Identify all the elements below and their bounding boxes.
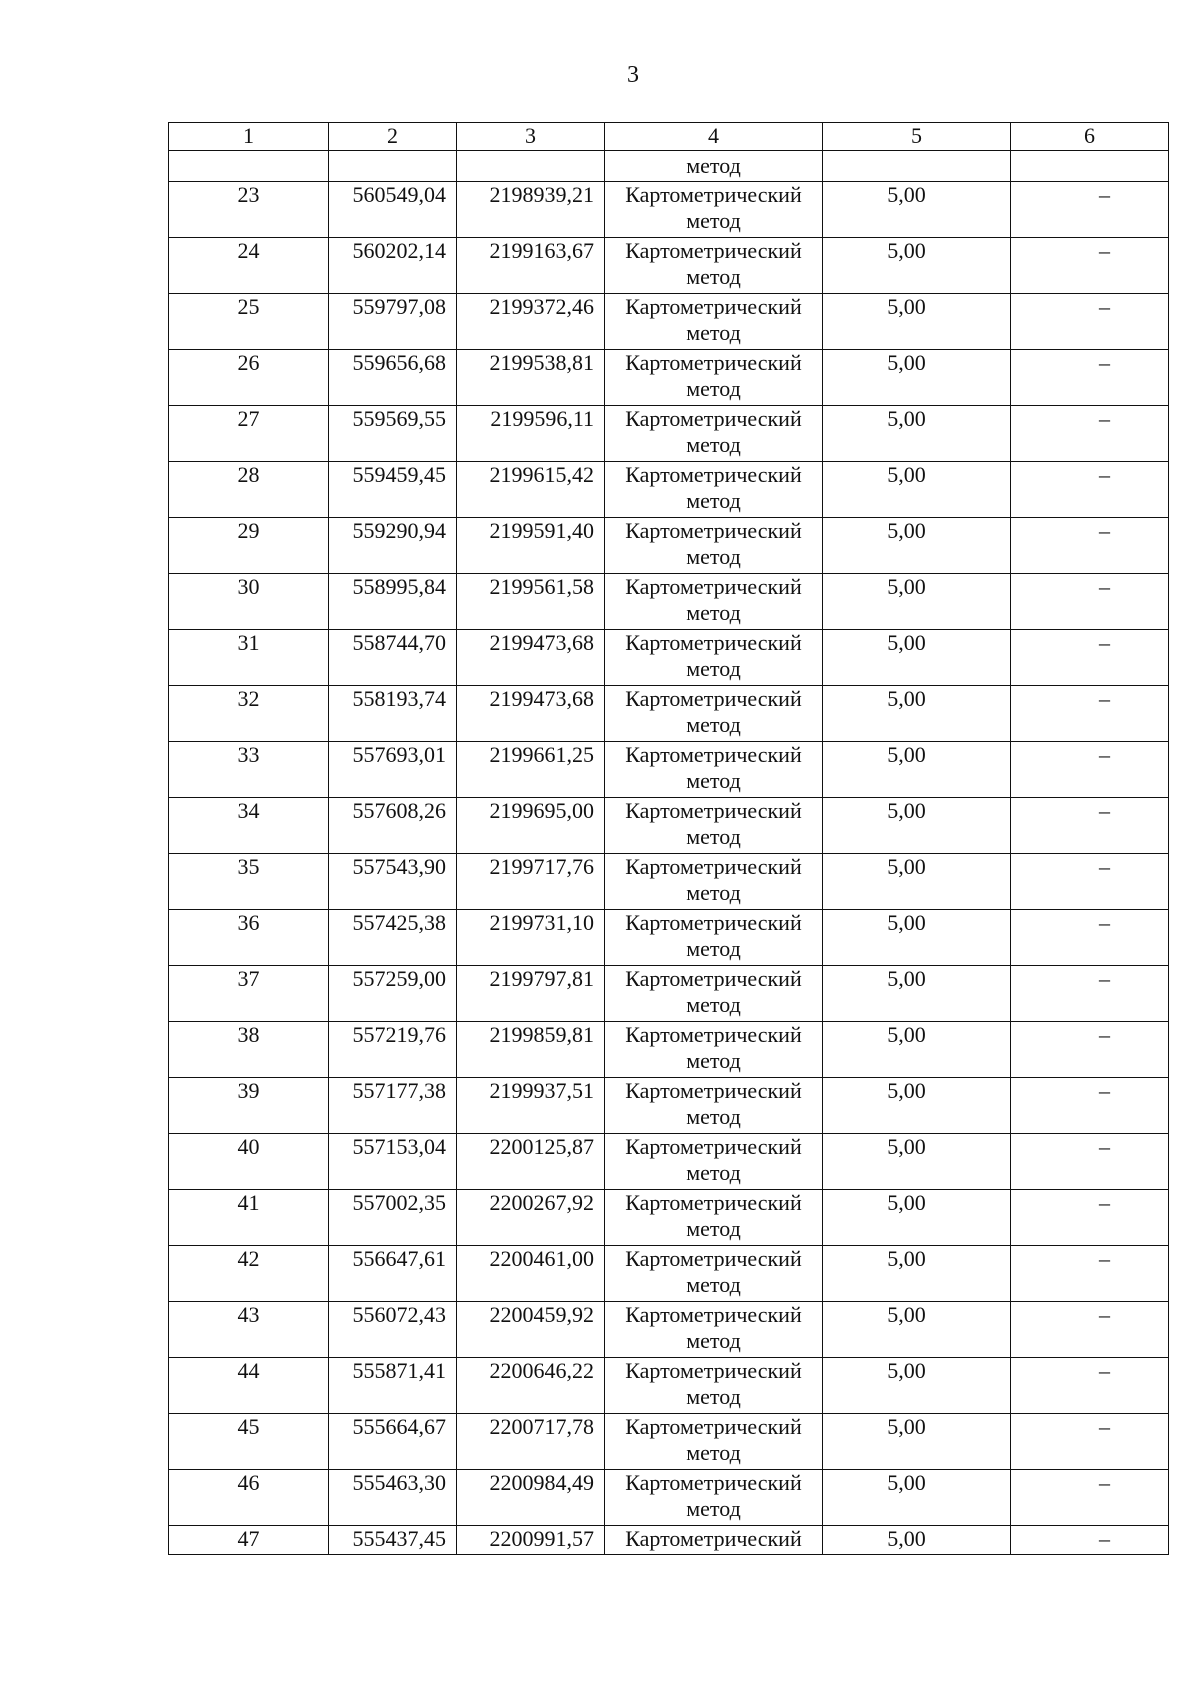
- x-coordinate: 557693,01: [329, 742, 457, 798]
- note-value: –: [1011, 1358, 1169, 1414]
- method-cell: [605, 1246, 823, 1302]
- point-number: 34: [169, 798, 329, 854]
- x-coordinate: 558744,70: [329, 630, 457, 686]
- method-line-2: метод: [686, 1216, 741, 1241]
- method-line-2: метод: [686, 768, 741, 793]
- method-line-1: Картометрический: [625, 1302, 802, 1327]
- method-line-2: метод: [686, 432, 741, 457]
- method-line-1: Картометрический: [625, 630, 802, 655]
- y-coordinate: 2199695,00: [457, 798, 605, 854]
- accuracy-value: 5,00: [823, 1414, 1011, 1470]
- x-coordinate: 555871,41: [329, 1358, 457, 1414]
- method-line-2: метод: [686, 1440, 741, 1465]
- table-row: [169, 1246, 1169, 1302]
- y-coordinate: 2200991,57: [457, 1526, 605, 1555]
- method-line-1: Картометрический: [625, 1190, 802, 1215]
- accuracy-value: 5,00: [823, 406, 1011, 462]
- table-row: [169, 294, 1169, 350]
- y-coordinate: 2200459,92: [457, 1302, 605, 1358]
- method-cell: [605, 1302, 823, 1358]
- method-line-1: Картометрический: [625, 798, 802, 823]
- y-coordinate: 2199596,11: [457, 406, 605, 462]
- x-coordinate: 555664,67: [329, 1414, 457, 1470]
- accuracy-value: 5,00: [823, 462, 1011, 518]
- table-row: [169, 182, 1169, 238]
- method-line-2: метод: [686, 936, 741, 961]
- y-coordinate: 2198939,21: [457, 182, 605, 238]
- accuracy-value: 5,00: [823, 630, 1011, 686]
- note-value: –: [1011, 854, 1169, 910]
- method-line-2: метод: [686, 544, 741, 569]
- note-value: –: [1011, 294, 1169, 350]
- point-number: 41: [169, 1190, 329, 1246]
- point-number: 32: [169, 686, 329, 742]
- y-coordinate: 2199615,42: [457, 462, 605, 518]
- table-row: [169, 238, 1169, 294]
- method-cell: [605, 910, 823, 966]
- method-line-1: Картометрический: [625, 1414, 802, 1439]
- y-coordinate: 2199473,68: [457, 686, 605, 742]
- empty-cell: [457, 151, 605, 182]
- x-coordinate: 558995,84: [329, 574, 457, 630]
- x-coordinate: 556072,43: [329, 1302, 457, 1358]
- x-coordinate: 560202,14: [329, 238, 457, 294]
- page-number: 3: [627, 62, 639, 88]
- method-line-1: Картометрический: [625, 294, 802, 319]
- y-coordinate: 2200267,92: [457, 1190, 605, 1246]
- method-line-2: метод: [686, 1384, 741, 1409]
- accuracy-value: 5,00: [823, 1470, 1011, 1526]
- accuracy-value: 5,00: [823, 1526, 1011, 1555]
- x-coordinate: 559459,45: [329, 462, 457, 518]
- y-coordinate: 2199591,40: [457, 518, 605, 574]
- method-line-1: Картометрический: [625, 518, 802, 543]
- point-number: 43: [169, 1302, 329, 1358]
- note-value: –: [1011, 238, 1169, 294]
- method-cell: [605, 966, 823, 1022]
- note-value: –: [1011, 518, 1169, 574]
- table-row: [169, 1190, 1169, 1246]
- note-value: –: [1011, 1022, 1169, 1078]
- table-row: [169, 518, 1169, 574]
- y-coordinate: 2199163,67: [457, 238, 605, 294]
- note-value: –: [1011, 798, 1169, 854]
- method-cell: [605, 462, 823, 518]
- note-value: –: [1011, 686, 1169, 742]
- note-value: –: [1011, 966, 1169, 1022]
- method-cell: [605, 1470, 823, 1526]
- point-number: 35: [169, 854, 329, 910]
- note-value: –: [1011, 1190, 1169, 1246]
- accuracy-value: 5,00: [823, 294, 1011, 350]
- accuracy-value: 5,00: [823, 910, 1011, 966]
- y-coordinate: 2199372,46: [457, 294, 605, 350]
- empty-cell: [823, 151, 1011, 182]
- method-line-2: метод: [686, 1160, 741, 1185]
- point-number: 37: [169, 966, 329, 1022]
- point-number: 40: [169, 1134, 329, 1190]
- table-row: [169, 742, 1169, 798]
- accuracy-value: 5,00: [823, 854, 1011, 910]
- column-header: 6: [1011, 123, 1169, 151]
- method-line-2: метод: [686, 264, 741, 289]
- table-row: [169, 406, 1169, 462]
- point-number: 28: [169, 462, 329, 518]
- method-line-2: метод: [686, 376, 741, 401]
- y-coordinate: 2199473,68: [457, 630, 605, 686]
- accuracy-value: 5,00: [823, 238, 1011, 294]
- method-line-2: метод: [686, 656, 741, 681]
- note-value: –: [1011, 1078, 1169, 1134]
- method-cell: [605, 798, 823, 854]
- method-cell: [605, 854, 823, 910]
- method-line-1: Картометрический: [625, 406, 802, 431]
- accuracy-value: 5,00: [823, 798, 1011, 854]
- table-row: [169, 1078, 1169, 1134]
- y-coordinate: 2200717,78: [457, 1414, 605, 1470]
- accuracy-value: 5,00: [823, 1302, 1011, 1358]
- y-coordinate: 2199538,81: [457, 350, 605, 406]
- method-cell: [605, 1358, 823, 1414]
- point-number: 30: [169, 574, 329, 630]
- note-value: –: [1011, 630, 1169, 686]
- method-continuation: метод: [605, 151, 823, 182]
- note-value: –: [1011, 574, 1169, 630]
- point-number: 26: [169, 350, 329, 406]
- method-line-2: метод: [686, 712, 741, 737]
- accuracy-value: 5,00: [823, 518, 1011, 574]
- method-cell: [605, 630, 823, 686]
- table-row: [169, 910, 1169, 966]
- accuracy-value: 5,00: [823, 1246, 1011, 1302]
- method-line-1: Картометрический: [625, 1246, 802, 1271]
- table-row: [169, 630, 1169, 686]
- note-value: –: [1011, 1470, 1169, 1526]
- x-coordinate: 557177,38: [329, 1078, 457, 1134]
- table-row: [169, 1022, 1169, 1078]
- y-coordinate: 2199937,51: [457, 1078, 605, 1134]
- point-number: 47: [169, 1526, 329, 1555]
- method-cell: [605, 182, 823, 238]
- y-coordinate: 2199731,10: [457, 910, 605, 966]
- column-header: 1: [169, 123, 329, 151]
- method-line-2: метод: [686, 992, 741, 1017]
- table-row: [169, 1414, 1169, 1470]
- method-line-1: Картометрический: [625, 350, 802, 375]
- accuracy-value: 5,00: [823, 350, 1011, 406]
- x-coordinate: 559656,68: [329, 350, 457, 406]
- column-header: 3: [457, 123, 605, 151]
- method-line-1: Картометрический: [625, 1134, 802, 1159]
- method-line-2: метод: [686, 1496, 741, 1521]
- method-line-2: метод: [686, 1104, 741, 1129]
- accuracy-value: 5,00: [823, 1190, 1011, 1246]
- method-cell: Картометрический: [605, 1526, 823, 1555]
- point-number: 39: [169, 1078, 329, 1134]
- coordinates-table: [168, 122, 1169, 1555]
- method-cell: [605, 1134, 823, 1190]
- method-line-1: Картометрический: [625, 1022, 802, 1047]
- method-line-1: Картометрический: [625, 1078, 802, 1103]
- method-cell: [605, 1414, 823, 1470]
- method-cell: [605, 686, 823, 742]
- method-cell: [605, 574, 823, 630]
- point-number: 36: [169, 910, 329, 966]
- x-coordinate: 560549,04: [329, 182, 457, 238]
- method-line-2: метод: [686, 208, 741, 233]
- empty-cell: [1011, 151, 1169, 182]
- accuracy-value: 5,00: [823, 1078, 1011, 1134]
- table-row: [169, 1302, 1169, 1358]
- method-line-2: метод: [686, 880, 741, 905]
- point-number: 25: [169, 294, 329, 350]
- method-line-1: Картометрический: [625, 462, 802, 487]
- point-number: 42: [169, 1246, 329, 1302]
- point-number: 31: [169, 630, 329, 686]
- x-coordinate: 557608,26: [329, 798, 457, 854]
- table-row: [169, 1526, 1169, 1555]
- method-line-1: Картометрический: [625, 574, 802, 599]
- method-line-1: Картометрический: [625, 238, 802, 263]
- method-line-2: метод: [686, 600, 741, 625]
- point-number: 27: [169, 406, 329, 462]
- x-coordinate: 559797,08: [329, 294, 457, 350]
- method-line-1: Картометрический: [625, 1358, 802, 1383]
- accuracy-value: 5,00: [823, 182, 1011, 238]
- continuation-row: [169, 151, 1169, 182]
- method-cell: [605, 238, 823, 294]
- method-line-2: метод: [686, 1272, 741, 1297]
- y-coordinate: 2199661,25: [457, 742, 605, 798]
- y-coordinate: 2200984,49: [457, 1470, 605, 1526]
- note-value: –: [1011, 350, 1169, 406]
- method-line-1: Картометрический: [625, 742, 802, 767]
- table-row: [169, 966, 1169, 1022]
- x-coordinate: 558193,74: [329, 686, 457, 742]
- method-cell: [605, 518, 823, 574]
- x-coordinate: 555437,45: [329, 1526, 457, 1555]
- method-line-1: Картометрический: [625, 966, 802, 991]
- x-coordinate: 557425,38: [329, 910, 457, 966]
- point-number: 33: [169, 742, 329, 798]
- table-row: [169, 854, 1169, 910]
- point-number: 23: [169, 182, 329, 238]
- point-number: 29: [169, 518, 329, 574]
- table-row: [169, 798, 1169, 854]
- column-header: 4: [605, 123, 823, 151]
- method-line-2: метод: [686, 488, 741, 513]
- y-coordinate: 2200646,22: [457, 1358, 605, 1414]
- accuracy-value: 5,00: [823, 1358, 1011, 1414]
- accuracy-value: 5,00: [823, 1134, 1011, 1190]
- x-coordinate: 556647,61: [329, 1246, 457, 1302]
- note-value: –: [1011, 1302, 1169, 1358]
- accuracy-value: 5,00: [823, 686, 1011, 742]
- method-line-1: Картометрический: [625, 854, 802, 879]
- method-line-1: Картометрический: [625, 1470, 802, 1495]
- empty-cell: [329, 151, 457, 182]
- column-number-row: [169, 123, 1169, 151]
- y-coordinate: 2200125,87: [457, 1134, 605, 1190]
- method-line-2: метод: [686, 824, 741, 849]
- x-coordinate: 559290,94: [329, 518, 457, 574]
- point-number: 44: [169, 1358, 329, 1414]
- method-cell: [605, 1078, 823, 1134]
- table-row: [169, 574, 1169, 630]
- column-header: 2: [329, 123, 457, 151]
- y-coordinate: 2199717,76: [457, 854, 605, 910]
- accuracy-value: 5,00: [823, 742, 1011, 798]
- table-row: [169, 1470, 1169, 1526]
- note-value: –: [1011, 1526, 1169, 1555]
- note-value: –: [1011, 910, 1169, 966]
- accuracy-value: 5,00: [823, 966, 1011, 1022]
- table-row: [169, 1358, 1169, 1414]
- table-row: [169, 686, 1169, 742]
- method-cell: [605, 350, 823, 406]
- method-cell: [605, 1190, 823, 1246]
- x-coordinate: 557543,90: [329, 854, 457, 910]
- y-coordinate: 2199797,81: [457, 966, 605, 1022]
- x-coordinate: 555463,30: [329, 1470, 457, 1526]
- y-coordinate: 2199561,58: [457, 574, 605, 630]
- point-number: 46: [169, 1470, 329, 1526]
- table-row: [169, 1134, 1169, 1190]
- point-number: 38: [169, 1022, 329, 1078]
- note-value: –: [1011, 1414, 1169, 1470]
- column-header: 5: [823, 123, 1011, 151]
- method-cell: [605, 1022, 823, 1078]
- note-value: –: [1011, 1134, 1169, 1190]
- point-number: 24: [169, 238, 329, 294]
- method-cell: [605, 406, 823, 462]
- note-value: –: [1011, 462, 1169, 518]
- x-coordinate: 557002,35: [329, 1190, 457, 1246]
- x-coordinate: 559569,55: [329, 406, 457, 462]
- method-line-1: Картометрический: [625, 910, 802, 935]
- method-line-2: метод: [686, 1328, 741, 1353]
- x-coordinate: 557153,04: [329, 1134, 457, 1190]
- empty-cell: [169, 151, 329, 182]
- table-row: [169, 350, 1169, 406]
- note-value: –: [1011, 742, 1169, 798]
- method-cell: [605, 742, 823, 798]
- y-coordinate: 2199859,81: [457, 1022, 605, 1078]
- note-value: –: [1011, 1246, 1169, 1302]
- table-row: [169, 462, 1169, 518]
- accuracy-value: 5,00: [823, 574, 1011, 630]
- x-coordinate: 557219,76: [329, 1022, 457, 1078]
- note-value: –: [1011, 406, 1169, 462]
- method-line-2: метод: [686, 320, 741, 345]
- accuracy-value: 5,00: [823, 1022, 1011, 1078]
- x-coordinate: 557259,00: [329, 966, 457, 1022]
- method-line-2: метод: [686, 1048, 741, 1073]
- method-line-1: Картометрический: [625, 686, 802, 711]
- method-cell: [605, 294, 823, 350]
- y-coordinate: 2200461,00: [457, 1246, 605, 1302]
- note-value: –: [1011, 182, 1169, 238]
- point-number: 45: [169, 1414, 329, 1470]
- method-line-1: Картометрический: [625, 182, 802, 207]
